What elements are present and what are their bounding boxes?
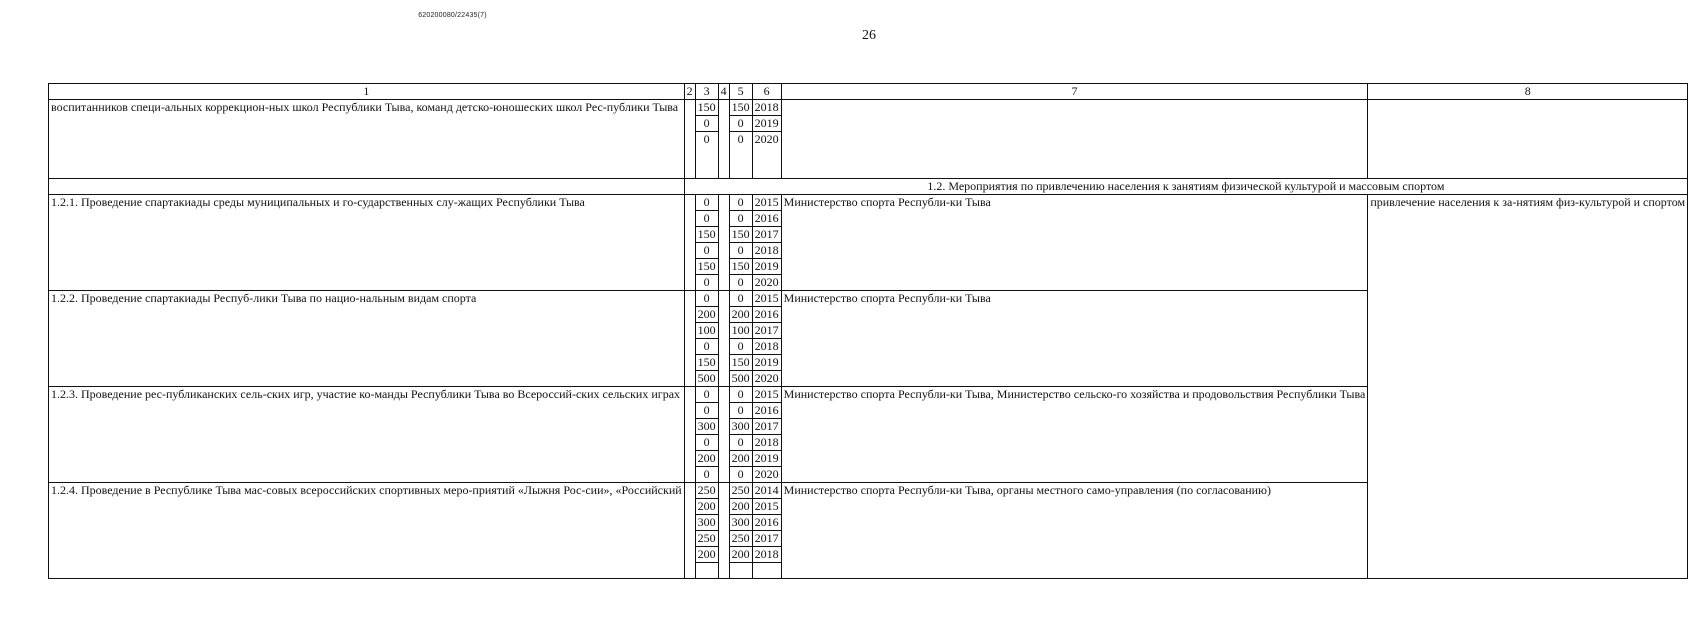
year-cell: 2018 [752, 243, 781, 259]
value-cell: 200 [729, 547, 752, 563]
empty-cell [49, 179, 685, 195]
value-cell: 0 [729, 387, 752, 403]
value-cell: 0 [729, 195, 752, 211]
value-cell [695, 563, 718, 579]
value-cell: 100 [695, 323, 718, 339]
year-cell: 2017 [752, 227, 781, 243]
year-cell: 2015 [752, 499, 781, 515]
value-cell: 200 [695, 547, 718, 563]
responsible-cell: Министерство спорта Республи-ки Тыва, органы местного само-управления (по согласованию) [781, 483, 1368, 579]
year-cell: 2018 [752, 100, 781, 116]
column-header: 2 [684, 84, 695, 100]
year-cell: 2016 [752, 515, 781, 531]
value-cell: 0 [695, 132, 718, 179]
value-cell: 0 [695, 195, 718, 211]
year-cell: 2017 [752, 531, 781, 547]
empty-cell [718, 100, 729, 179]
value-cell: 150 [695, 227, 718, 243]
responsible-cell: Министерство спорта Республи-ки Тыва, Министерство сельско-го хозяйства и продовольствия Республики Тыва [781, 387, 1368, 483]
empty-cell [718, 483, 729, 579]
year-cell: 2014 [752, 483, 781, 499]
column-header: 3 [695, 84, 718, 100]
value-cell: 100 [729, 323, 752, 339]
year-cell: 2018 [752, 547, 781, 563]
value-cell: 0 [729, 435, 752, 451]
value-cell: 200 [695, 451, 718, 467]
value-cell: 0 [729, 339, 752, 355]
value-cell: 0 [695, 403, 718, 419]
empty-cell [684, 195, 695, 291]
responsible-cell: Министерство спорта Республи-ки Тыва [781, 291, 1368, 387]
value-cell: 250 [729, 531, 752, 547]
empty-cell [684, 291, 695, 387]
value-cell: 0 [695, 435, 718, 451]
year-cell: 2020 [752, 275, 781, 291]
responsible-cell: Министерство спорта Республи-ки Тыва [781, 195, 1368, 291]
year-cell: 2019 [752, 451, 781, 467]
value-cell: 150 [729, 259, 752, 275]
document-id: 620200080/22435(7) [418, 12, 487, 19]
activity-name-cell: воспитанников специ-альных коррекцион-ных школ Республики Тыва, команд детско-юношеских школ Рес-публики Тыва [49, 100, 685, 179]
page-number: 26 [862, 28, 876, 43]
year-cell: 2020 [752, 467, 781, 483]
value-cell: 200 [695, 499, 718, 515]
activity-name-cell: 1.2.4. Проведение в Республике Тыва мас-совых всероссийских спортивных меро-приятий «Лыжня Рос-сии», «Российский [49, 483, 685, 579]
activity-name-cell: 1.2.3. Проведение рес-публиканских сель-ских игр, участие ко-манды Республики Тыва во Всероссий-ских сельских играх [49, 387, 685, 483]
value-cell [729, 563, 752, 579]
value-cell: 150 [695, 100, 718, 116]
empty-cell [718, 195, 729, 291]
value-cell: 0 [729, 403, 752, 419]
value-cell: 0 [729, 275, 752, 291]
section-row [49, 179, 1688, 195]
empty-cell [684, 100, 695, 179]
value-cell: 300 [695, 419, 718, 435]
year-cell: 2015 [752, 387, 781, 403]
value-cell: 150 [729, 100, 752, 116]
empty-cell [718, 387, 729, 483]
empty-cell [684, 483, 695, 579]
program-table [48, 83, 1688, 579]
value-cell: 0 [729, 291, 752, 307]
value-cell: 250 [695, 531, 718, 547]
section-title: 1.2. Мероприятия по привлечению населения к занятиям физической культурой и массовым спортом [684, 179, 1687, 195]
value-cell: 300 [695, 515, 718, 531]
value-cell: 0 [729, 116, 752, 132]
value-cell: 0 [695, 291, 718, 307]
value-cell: 250 [729, 483, 752, 499]
value-cell: 150 [729, 355, 752, 371]
value-cell: 0 [695, 211, 718, 227]
year-cell: 2018 [752, 339, 781, 355]
result-cell: привлечение населения к за-нятиям физ-культурой и спортом [1368, 195, 1688, 579]
year-cell: 2016 [752, 403, 781, 419]
empty-cell [684, 387, 695, 483]
value-cell: 150 [695, 259, 718, 275]
year-cell: 2020 [752, 132, 781, 179]
year-cell: 2018 [752, 435, 781, 451]
value-cell: 0 [695, 339, 718, 355]
value-cell: 250 [695, 483, 718, 499]
value-cell: 200 [695, 307, 718, 323]
year-cell: 2019 [752, 355, 781, 371]
year-cell [752, 563, 781, 579]
year-cell: 2016 [752, 211, 781, 227]
value-cell: 150 [729, 227, 752, 243]
table-row [49, 100, 1688, 116]
column-header: 4 [718, 84, 729, 100]
column-header: 6 [752, 84, 781, 100]
value-cell: 150 [695, 355, 718, 371]
value-cell: 500 [695, 371, 718, 387]
value-cell: 0 [695, 116, 718, 132]
year-cell: 2015 [752, 291, 781, 307]
year-cell: 2016 [752, 307, 781, 323]
year-cell: 2019 [752, 116, 781, 132]
year-cell: 2017 [752, 419, 781, 435]
value-cell: 200 [729, 499, 752, 515]
value-cell: 0 [695, 467, 718, 483]
value-cell: 0 [729, 243, 752, 259]
column-header: 7 [781, 84, 1368, 100]
table-row [49, 195, 1688, 211]
value-cell: 0 [695, 387, 718, 403]
value-cell: 0 [729, 467, 752, 483]
empty-cell [718, 291, 729, 387]
responsible-cell [781, 100, 1368, 179]
year-cell: 2017 [752, 323, 781, 339]
value-cell: 500 [729, 371, 752, 387]
column-header: 1 [49, 84, 685, 100]
activity-name-cell: 1.2.1. Проведение спартакиады среды муниципальных и го-сударственных слу-жащих Республики Тыва [49, 195, 685, 291]
value-cell: 300 [729, 419, 752, 435]
value-cell: 0 [695, 275, 718, 291]
value-cell: 0 [695, 243, 718, 259]
year-cell: 2020 [752, 371, 781, 387]
activity-name-cell: 1.2.2. Проведение спартакиады Респуб-лики Тыва по нацио-нальным видам спорта [49, 291, 685, 387]
column-header: 5 [729, 84, 752, 100]
year-cell: 2019 [752, 259, 781, 275]
column-number-row [49, 84, 1688, 100]
column-header: 8 [1368, 84, 1688, 100]
year-cell: 2015 [752, 195, 781, 211]
value-cell: 300 [729, 515, 752, 531]
result-cell [1368, 100, 1688, 179]
value-cell: 200 [729, 307, 752, 323]
value-cell: 200 [729, 451, 752, 467]
value-cell: 0 [729, 211, 752, 227]
value-cell: 0 [729, 132, 752, 179]
